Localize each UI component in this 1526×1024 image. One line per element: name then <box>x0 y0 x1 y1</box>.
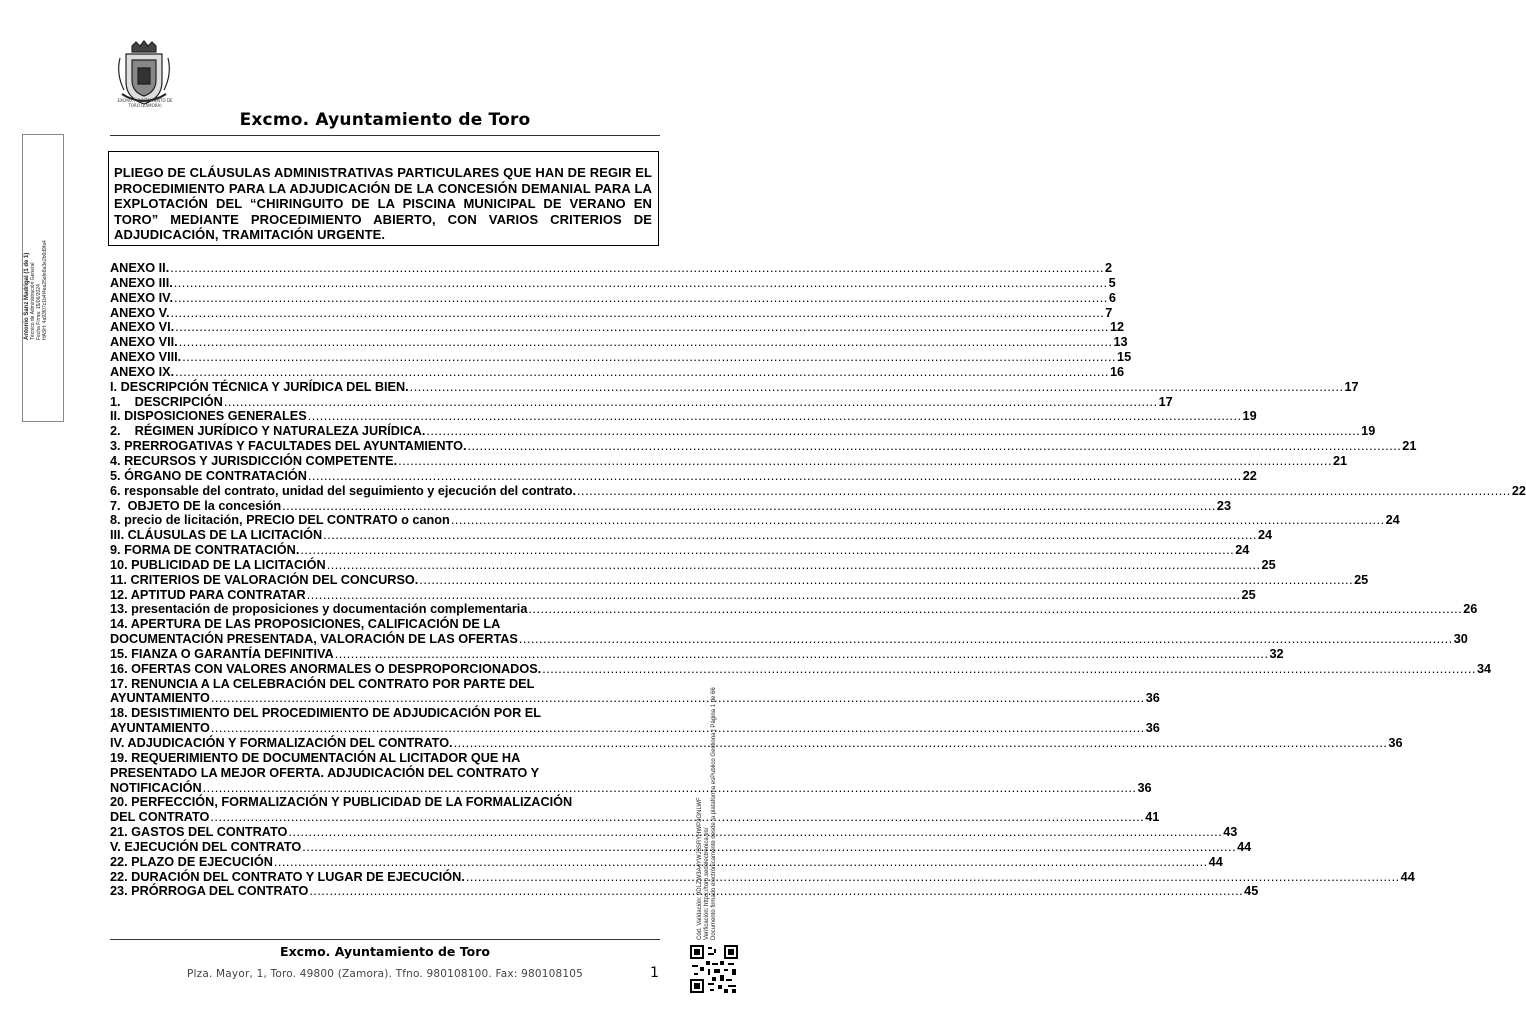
toc-leader-dots <box>410 380 1344 395</box>
toc-entry-page: 22 <box>1511 483 1526 498</box>
toc-leader-dots <box>419 573 1353 588</box>
toc-leader-dots <box>528 602 1462 617</box>
footer-divider <box>110 939 660 940</box>
toc-entry[interactable] <box>110 810 1160 825</box>
toc-entry-page: 36 <box>1137 780 1152 795</box>
toc-entry-label: ANEXO IV. <box>110 290 173 305</box>
toc-entry[interactable] <box>110 617 661 632</box>
toc-entry[interactable] <box>110 839 1252 855</box>
toc-leader-dots <box>327 558 1261 573</box>
toc-entry-page: 26 <box>1463 602 1478 617</box>
toc-entry-label: ANEXO VII. <box>110 335 178 350</box>
toc-entry-page: 32 <box>1269 646 1284 661</box>
toc-entry-label: ANEXO IX. <box>110 364 175 379</box>
toc-leader-dots <box>426 424 1360 439</box>
toc-entry-label: 13. presentación de proposiciones y documentación complementaria <box>110 602 528 617</box>
toc-entry-page: 44 <box>1400 869 1415 884</box>
toc-entry[interactable] <box>110 453 1348 469</box>
toc-leader-dots <box>335 647 1269 662</box>
toc-entry-page: 17 <box>1158 394 1173 409</box>
toc-entry-label: ANEXO VIII. <box>110 350 182 365</box>
toc-leader-dots <box>466 870 1400 885</box>
toc-entry[interactable] <box>110 379 1359 395</box>
toc-entry-label: 17. RENUNCIA A LA CELEBRACIÓN DEL CONTRATO POR PARTE DEL <box>110 676 535 691</box>
toc-entry-label: 21. GASTOS DEL CONTRATO <box>110 825 288 840</box>
toc-entry-page: 12 <box>1109 320 1125 335</box>
toc-entry[interactable] <box>110 364 1125 380</box>
document-title-box: PLIEGO DE CLÁUSULAS ADMINISTRATIVAS PARTICULARES QUE HAN DE REGIR EL PROCEDIMIENTO PARA LA ADJUDICACIÓN DE LA CONCESIÓN DEMANIAL PARA LA EXPLOTACIÓN DEL “CHIRINGUITO DE LA PISCINA MUNICIPAL DE VERANO EN TORO” MEDIANTE PROCEDIMIENTO ABIERTO, CON VARIOS CRITERIOS DE ADJUDICACIÓN, TRAMITACIÓN URGENTE. <box>108 151 659 246</box>
toc-entry-label: ANEXO V. <box>110 305 170 320</box>
toc-entry[interactable] <box>110 587 1256 603</box>
qr-code-icon[interactable] <box>690 945 738 993</box>
toc-entry-label: 16. OFERTAS CON VALORES ANORMALES O DESPROPORCIONADOS. <box>110 661 542 676</box>
toc-entry-page: 36 <box>1145 691 1160 706</box>
toc-entry[interactable] <box>110 543 1250 558</box>
toc-entry[interactable] <box>110 513 1400 528</box>
toc-entry-page: 24 <box>1385 513 1400 528</box>
toc-entry[interactable] <box>110 646 1284 662</box>
toc-entry-page: 21 <box>1402 439 1417 454</box>
toc-entry-page: 21 <box>1332 453 1348 468</box>
toc-entry-label: 9. FORMA DE CONTRATACIÓN. <box>110 543 300 558</box>
toc-entry[interactable] <box>110 766 661 781</box>
toc-leader-dots <box>211 721 1145 736</box>
toc-entry-label: AYUNTAMIENTO <box>110 721 210 736</box>
toc-entry-page: 15 <box>1117 350 1132 365</box>
toc-leader-dots <box>211 691 1145 706</box>
toc-entry[interactable] <box>110 468 1257 484</box>
toc-leader-dots <box>179 335 1113 350</box>
toc-leader-dots <box>203 781 1137 796</box>
toc-entry-label: 11. CRITERIOS DE VALORACIÓN DEL CONCURSO. <box>110 572 419 587</box>
toc-entry[interactable] <box>110 825 1238 840</box>
toc-leader-dots <box>282 499 1216 514</box>
toc-entry[interactable] <box>110 869 1415 885</box>
toc-leader-dots <box>174 276 1108 291</box>
header-title: Excmo. Ayuntamiento de Toro <box>239 110 531 130</box>
toc-entry-label: III. CLÁUSULAS DE LA LICITACIÓN <box>110 528 323 543</box>
header-divider <box>110 135 660 136</box>
toc-entry-label: IV. ADJUDICACIÓN Y FORMALIZACIÓN DEL CONTRATO. <box>110 736 453 750</box>
toc-entry[interactable] <box>110 409 1257 424</box>
toc-leader-dots <box>174 291 1108 306</box>
toc-entry-page: 7 <box>1105 305 1113 320</box>
validation-note: Documento firmado electrónicamente desde la plataforma esPublico Gestiona | Página 1 de 66 <box>711 687 718 940</box>
toc-entry-page: 25 <box>1241 587 1256 602</box>
toc-entry[interactable] <box>110 439 1417 454</box>
toc-entry-page: 41 <box>1145 810 1160 825</box>
toc-entry-label: 12. APTITUD PARA CONTRATAR <box>110 587 306 602</box>
toc-entry-page: 6 <box>1108 290 1116 305</box>
toc-entry-page: 19 <box>1242 409 1257 424</box>
toc-entry[interactable] <box>110 795 661 810</box>
toc-leader-dots <box>274 855 1208 870</box>
toc-leader-dots <box>467 439 1401 454</box>
toc-entry-page: 19 <box>1361 424 1376 439</box>
toc-entry-page: 2 <box>1105 261 1113 275</box>
toc-entry-label: ANEXO VI. <box>110 320 175 335</box>
toc-entry-label: PRESENTADO LA MEJOR OFERTA. ADJUDICACIÓN DEL CONTRATO Y <box>110 765 540 780</box>
toc-entry-page: 23 <box>1216 498 1232 513</box>
toc-entry[interactable] <box>110 632 1468 647</box>
toc-entry-label: 5. ÓRGANO DE CONTRATACIÓN <box>110 468 307 483</box>
toc-entry-page: 43 <box>1223 825 1238 840</box>
toc-entry-label: AYUNTAMIENTO <box>110 691 210 706</box>
toc-entry-page: 25 <box>1354 572 1369 587</box>
toc-leader-dots <box>451 513 1385 528</box>
toc-entry[interactable] <box>110 320 1125 335</box>
toc-entry-label: 4. RECURSOS Y JURISDICCIÓN COMPETENTE. <box>110 453 398 468</box>
toc-entry[interactable] <box>110 691 1160 706</box>
toc-entry-page: 17 <box>1344 379 1359 394</box>
toc-entry-label: 18. DESISTIMIENTO DEL PROCEDIMIENTO DE ADJUDICACIÓN POR EL <box>110 706 541 721</box>
toc-leader-dots <box>288 825 1222 840</box>
signature-hash: HASH: 4a93f07c1b4f4ea25afe8a3e2b6d9fa4 <box>42 240 48 340</box>
toc-entry-label: 19. REQUERIMIENTO DE DOCUMENTACIÓN AL LICITADOR QUE HA <box>110 750 521 765</box>
toc-entry[interactable] <box>110 677 661 692</box>
toc-entry-label: 14. APERTURA DE LAS PROPOSICIONES, CALIFICACIÓN DE LA <box>110 617 501 632</box>
toc-entry-label: DOCUMENTACIÓN PRESENTADA, VALORACIÓN DE LAS OFERTAS <box>110 632 518 647</box>
toc-entry[interactable] <box>110 335 1128 350</box>
toc-entry[interactable] <box>110 572 1369 588</box>
validation-stamp <box>697 620 719 940</box>
toc-entry[interactable] <box>110 751 661 766</box>
toc-entry-page: 36 <box>1388 736 1403 750</box>
toc-entry-label: NOTIFICACIÓN <box>110 780 202 795</box>
signer-role: Técnico de Administración General <box>30 262 36 340</box>
toc-leader-dots <box>519 632 1453 647</box>
toc-entry[interactable] <box>110 557 1276 573</box>
toc-leader-dots <box>323 528 1257 543</box>
toc-entry[interactable] <box>110 602 1478 617</box>
toc-entry-page: 25 <box>1261 557 1276 572</box>
toc-entry-label: 1. DESCRIPCIÓN <box>110 394 223 409</box>
toc-entry[interactable] <box>110 854 1223 870</box>
toc-entry[interactable] <box>110 736 1403 751</box>
toc-entry[interactable] <box>110 661 1492 677</box>
toc-entry-label: 22. DURACIÓN DEL CONTRATO Y LUGAR DE EJECUCIÓN. <box>110 869 465 884</box>
signature-stamp <box>24 60 48 340</box>
signer-name: Antonio Sanz Madrigal (1 de 1) <box>24 252 30 340</box>
toc-entry-label: ANEXO III. <box>110 275 173 290</box>
footer-title: Excmo. Ayuntamiento de Toro <box>280 944 490 959</box>
toc-entry[interactable] <box>110 706 661 721</box>
toc-entry[interactable] <box>110 394 1173 410</box>
crest-caption <box>110 98 180 108</box>
toc-entry-label: 22. PLAZO DE EJECUCIÓN <box>110 854 273 869</box>
toc-leader-dots <box>175 320 1109 335</box>
toc-leader-dots <box>170 306 1104 321</box>
footer-address: Plza. Mayor, 1, Toro. 49800 (Zamora). Tfno. 980108100. Fax: 980108105 <box>186 968 584 980</box>
toc-leader-dots <box>398 454 1332 469</box>
page-number: 1 <box>650 965 659 981</box>
toc-entry-page: 24 <box>1235 543 1250 558</box>
toc-leader-dots <box>300 543 1234 558</box>
toc-entry-label: V. EJECUCIÓN DEL CONTRATO <box>110 839 302 854</box>
crest-caption-line: EXCMO. AYUNTAMIENTO DE <box>117 98 173 103</box>
toc-leader-dots <box>170 261 1104 276</box>
toc-leader-dots <box>224 395 1158 410</box>
toc-entry-label: 20. PERFECCIÓN, FORMALIZACIÓN Y PUBLICIDAD DE LA FORMALIZACIÓN <box>110 795 573 810</box>
toc-leader-dots <box>210 810 1144 825</box>
toc-entry-label: 7. OBJETO DE la concesión <box>110 498 282 513</box>
toc-leader-dots <box>577 484 1511 499</box>
toc-leader-dots <box>307 588 1241 603</box>
toc-entry-page: 30 <box>1453 632 1468 647</box>
toc-entry-label: I. DESCRIPCIÓN TÉCNICA Y JURÍDICA DEL BIEN. <box>110 379 409 394</box>
toc-entry[interactable] <box>110 884 1259 899</box>
toc-leader-dots <box>542 662 1476 677</box>
toc-entry[interactable] <box>110 483 1526 499</box>
toc-leader-dots <box>454 736 1388 751</box>
toc-entry[interactable] <box>110 290 1116 306</box>
toc-entry-label: 6. responsable del contrato, unidad del seguimiento y ejecución del contrato. <box>110 483 577 498</box>
validation-url[interactable]: Verificación: https://toro.sedelectronica.es/ <box>704 827 711 940</box>
toc-entry[interactable] <box>110 261 1113 276</box>
toc-entry[interactable] <box>110 498 1232 514</box>
toc-entry[interactable] <box>110 528 1273 543</box>
toc-entry-label: 3. PRERROGATIVAS Y FACULTADES DEL AYUNTAMIENTO. <box>110 439 467 454</box>
toc-entry[interactable] <box>110 721 1160 736</box>
toc-entry-page: 36 <box>1145 721 1160 736</box>
toc-entry-page: 45 <box>1244 884 1259 899</box>
toc-entry-label: 10. PUBLICIDAD DE LA LICITACIÓN <box>110 557 326 572</box>
toc-entry-label: 15. FIANZA O GARANTÍA DEFINITIVA <box>110 646 334 661</box>
toc-entry-page: 22 <box>1242 468 1257 483</box>
toc-leader-dots <box>175 365 1109 380</box>
validation-code: Cód. Validación: 9DLZW3A4YWJ3SRYHWP3GNLWF <box>697 797 703 940</box>
toc-leader-dots <box>182 350 1116 365</box>
crest-caption-line: TORO (ZAMORA) <box>128 103 162 108</box>
toc-entry[interactable] <box>110 780 1152 796</box>
toc-entry[interactable] <box>110 350 1132 365</box>
toc-entry[interactable] <box>110 424 1376 439</box>
toc-entry-label: ANEXO II. <box>110 261 170 275</box>
toc-leader-dots <box>309 884 1243 899</box>
signature-date: Fecha Firma: 15/06/2024 <box>36 284 42 340</box>
toc-entry-label: II. DISPOSICIONES GENERALES <box>110 409 307 424</box>
toc-entry-page: 44 <box>1237 839 1252 854</box>
toc-entry-label: DEL CONTRATO <box>110 810 210 825</box>
toc-entry-page: 5 <box>1108 275 1116 290</box>
toc-entry[interactable] <box>110 305 1113 321</box>
toc-entry-page: 24 <box>1257 528 1273 543</box>
toc-entry-label: 23. PRÓRROGA DEL CONTRATO <box>110 884 309 899</box>
toc-leader-dots <box>302 840 1236 855</box>
toc-entry[interactable] <box>110 275 1116 291</box>
toc-entry-page: 13 <box>1113 335 1128 350</box>
toc-entry-page: 44 <box>1208 854 1223 869</box>
toc-leader-dots <box>308 409 1242 424</box>
toc-leader-dots <box>308 469 1242 484</box>
toc-entry-label: 8. precio de licitación, PRECIO DEL CONTRATO o canon <box>110 513 450 528</box>
toc-entry-page: 34 <box>1477 661 1492 676</box>
toc-entry-page: 16 <box>1109 364 1125 379</box>
toc-entry-label: 2. RÉGIMEN JURÍDICO Y NATURALEZA JURÍDICA. <box>110 424 426 439</box>
